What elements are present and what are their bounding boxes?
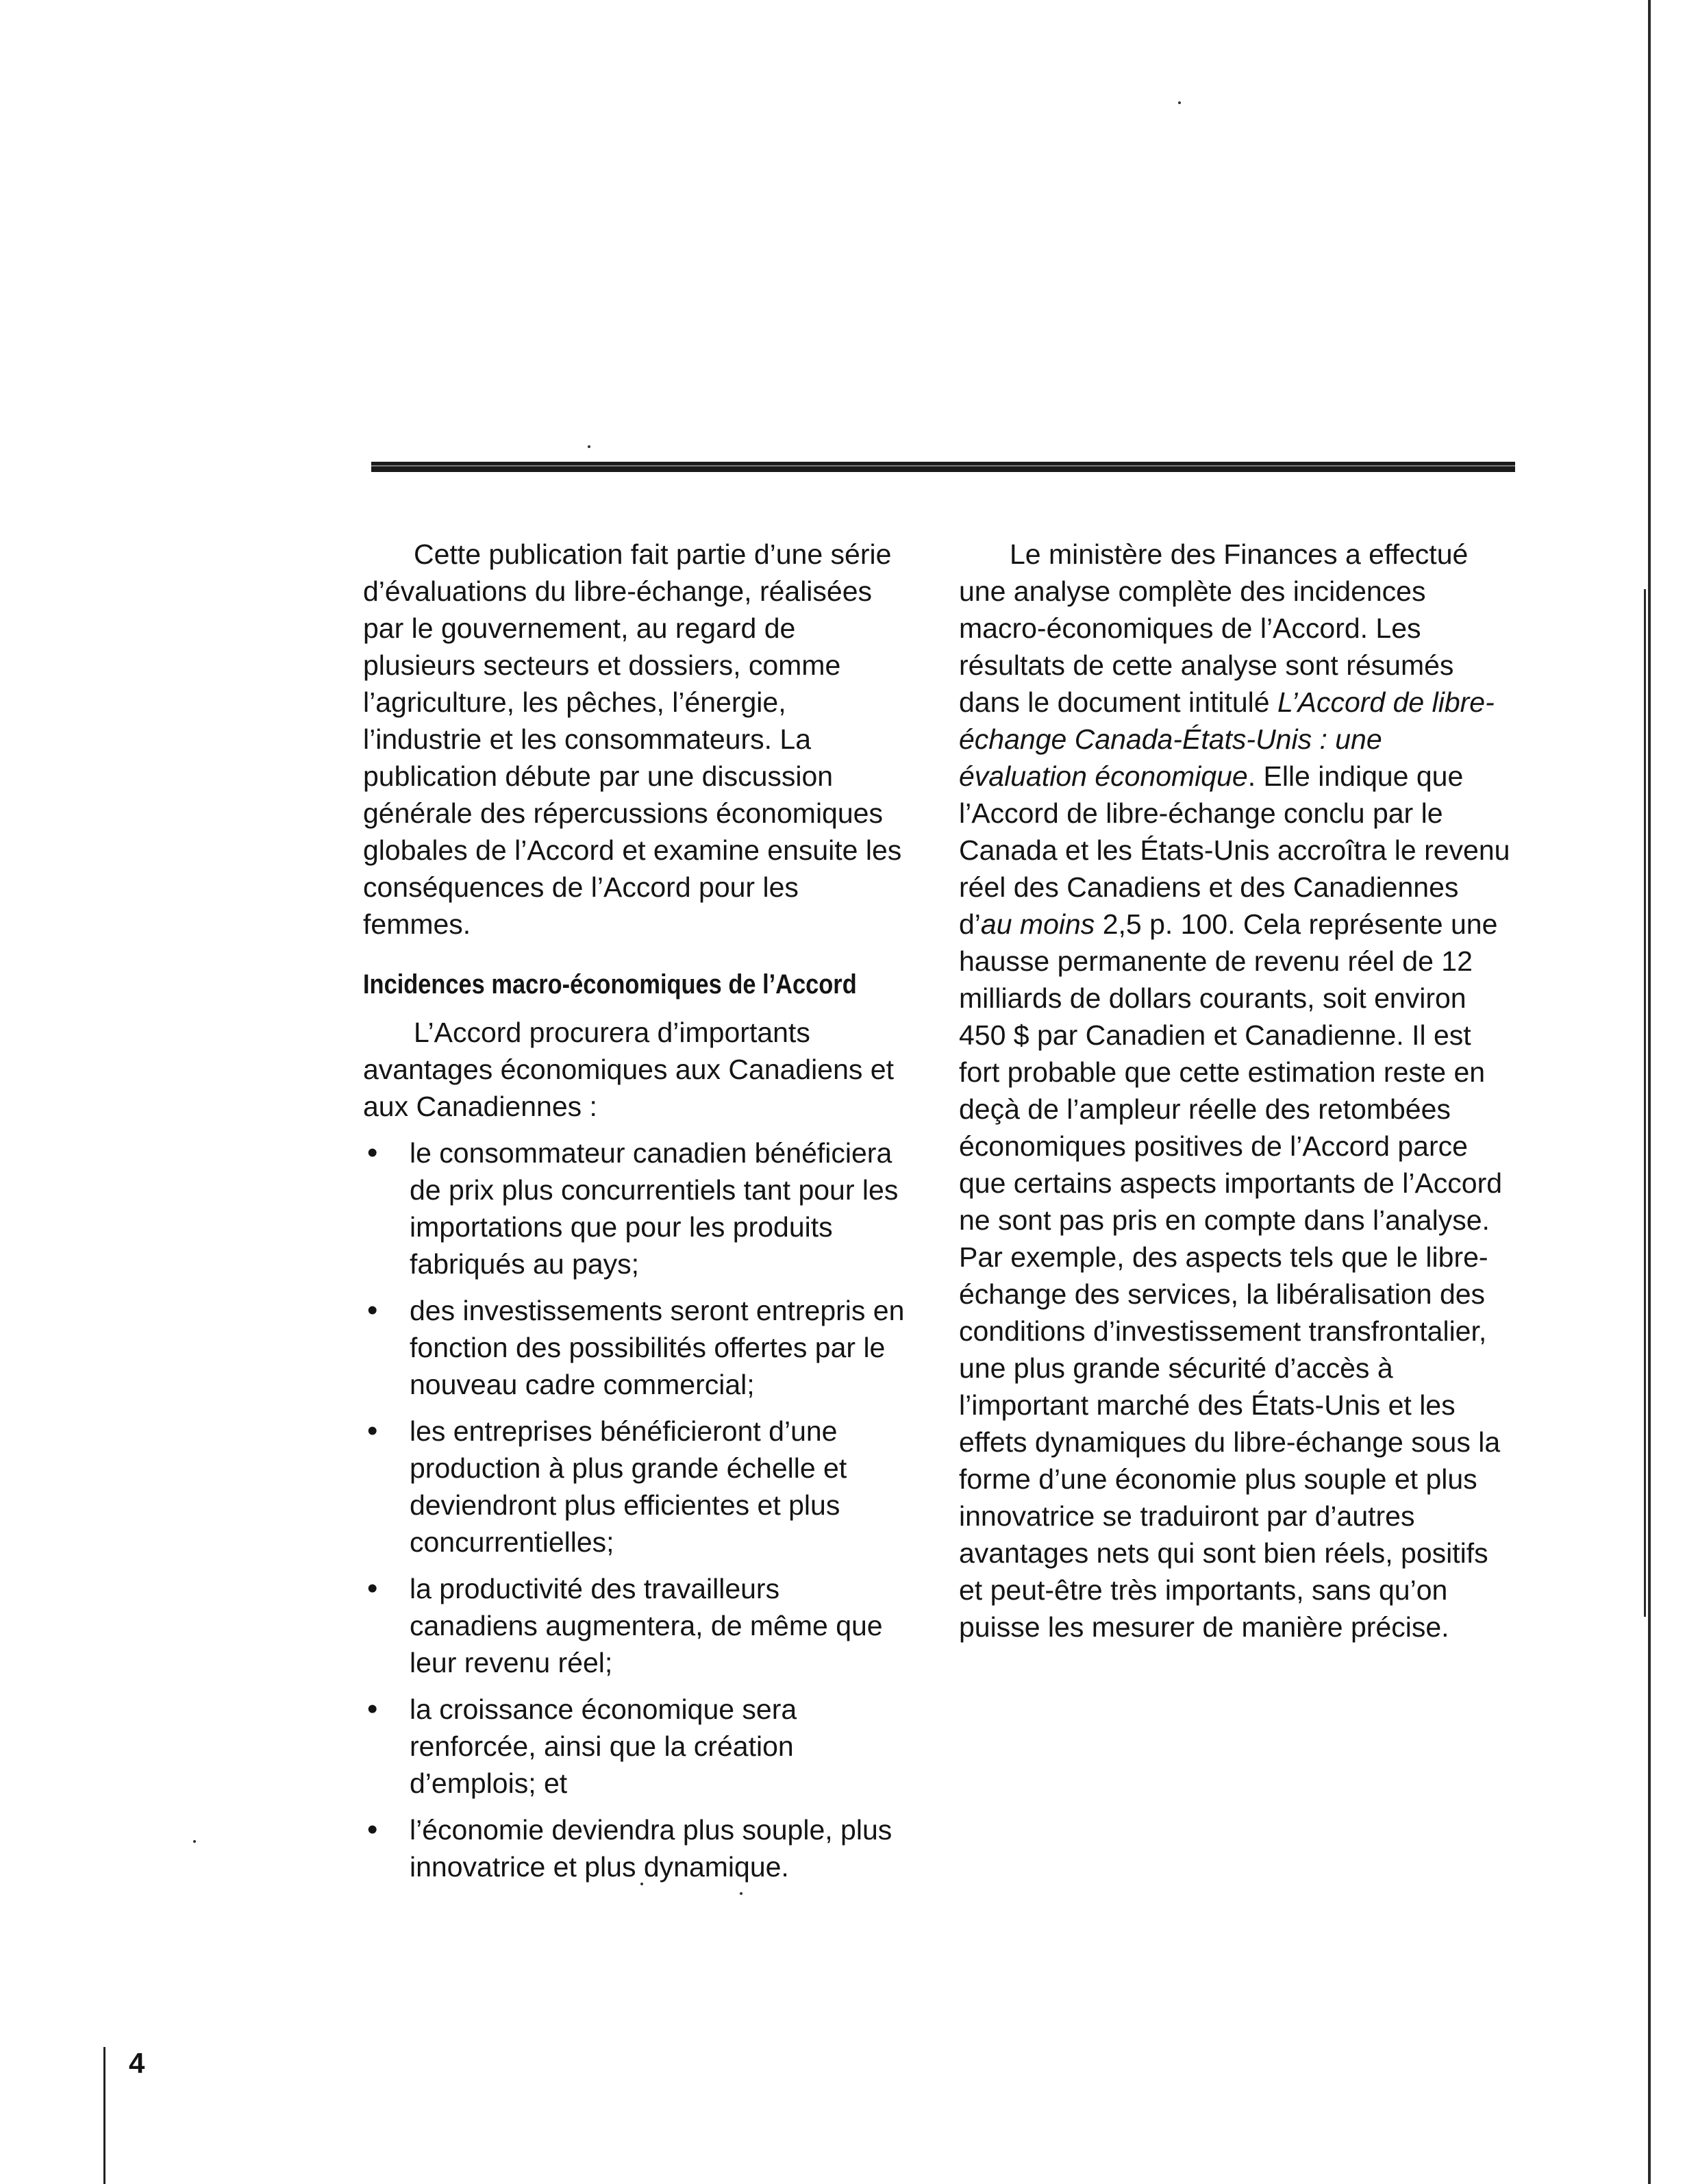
top-rule	[371, 462, 1515, 472]
benefits-list	[363, 1134, 911, 1885]
scan-speck	[193, 1840, 196, 1843]
bullet-icon: •	[367, 1692, 378, 1726]
bullet-icon: •	[367, 1813, 378, 1846]
lead-paragraph: L’Accord procurera d’importants avantages économiques aux Canadiens et aux Canadiennes :	[363, 1017, 894, 1122]
right-edge-line	[1648, 0, 1651, 2184]
left-column	[363, 536, 911, 1895]
list-item: • l’économie deviendra plus souple, plus innovatrice et plus dynamique.	[367, 1813, 892, 1883]
scan-speck	[740, 1892, 742, 1895]
section-heading: Incidences macro-économiques de l’Accord	[363, 969, 857, 1000]
list-item: • la croissance économique sera renforcée, ainsi que la création d’emplois; et	[367, 1692, 797, 1799]
right-column	[959, 536, 1514, 1646]
list-item: • la productivité des travailleurs canadiens augmentera, de même que leur revenu réel;	[367, 1572, 883, 1678]
bullet-icon: •	[367, 1572, 378, 1605]
list-item: • des investissements seront entrepris en fonction des possibilités offertes par le nouveau cadre commercial;	[367, 1293, 905, 1400]
scan-speck	[1178, 101, 1181, 104]
bullet-icon: •	[367, 1136, 378, 1169]
list-item: • les entreprises bénéficieront d’une production à plus grande échelle et deviendront plus efficientes et plus concurrentielles;	[367, 1414, 847, 1558]
right-edge-shadow	[1644, 589, 1646, 1617]
analysis-paragraph: Le ministère des Finances a effectué une analyse complète des incidences macro-économiques de l’Accord. Les résultats de cette analyse sont résumés dans le document intitulé L’Accord de libre-échange Canada-États-Unis : une évaluation économique. Elle indique que l’Accord de libre-échange conclu par le Canada et les États-Unis accroîtra le revenu réel des Canadiens et des Canadiennes d’au moins 2,5 p. 100. Cela représente une hausse permanente de revenu réel de 12 milliards de dollars courants, soit environ 450 $ par Canadien et Canadienne. Il est fort probable que cette estimation reste en deçà de l’ampleur réelle des retombées économiques positives de l’Accord parce que certains aspects importants de l’Accord ne sont pas pris en compte dans l’analyse. Par exemple, des aspects tels que le libre-échange des services, la libéralisation des conditions d’investissement transfrontalier, une plus grande sécurité d’accès à l’important marché des États-Unis et les effets dynamiques du libre-échange sous la forme d’une économie plus souple et plus innovatrice se traduiront par d’autres avantages nets qui sont bien réels, positifs et peut-être très importants, sans qu’on puisse les mesurer de manière précise.	[959, 538, 1510, 1643]
left-margin-line	[103, 2047, 105, 2184]
emphasis-text: au moins	[980, 908, 1095, 940]
document-title: L’Accord de libre-échange Canada-États-Unis : une évaluation économique	[959, 686, 1495, 792]
list-item: • le consommateur canadien bénéficiera de prix plus concurrentiels tant pour les importations que pour les produits fabriqués au pays;	[367, 1136, 899, 1280]
bullet-icon: •	[367, 1414, 378, 1448]
scan-speck	[640, 1883, 643, 1885]
page-number: 4	[129, 2047, 145, 2079]
bullet-icon: •	[367, 1293, 378, 1327]
scan-speck	[588, 445, 590, 448]
intro-paragraph: Cette publication fait partie d’une série d’évaluations du libre-échange, réalisées par le gouvernement, au regard de plusieurs secteurs et dossiers, comme l’agriculture, les pêches, l’énergie, l’industrie et les consommateurs. La publication débute par une discussion générale des répercussions économiques globales de l’Accord et examine ensuite les conséquences de l’Accord pour les femmes.	[363, 538, 902, 940]
